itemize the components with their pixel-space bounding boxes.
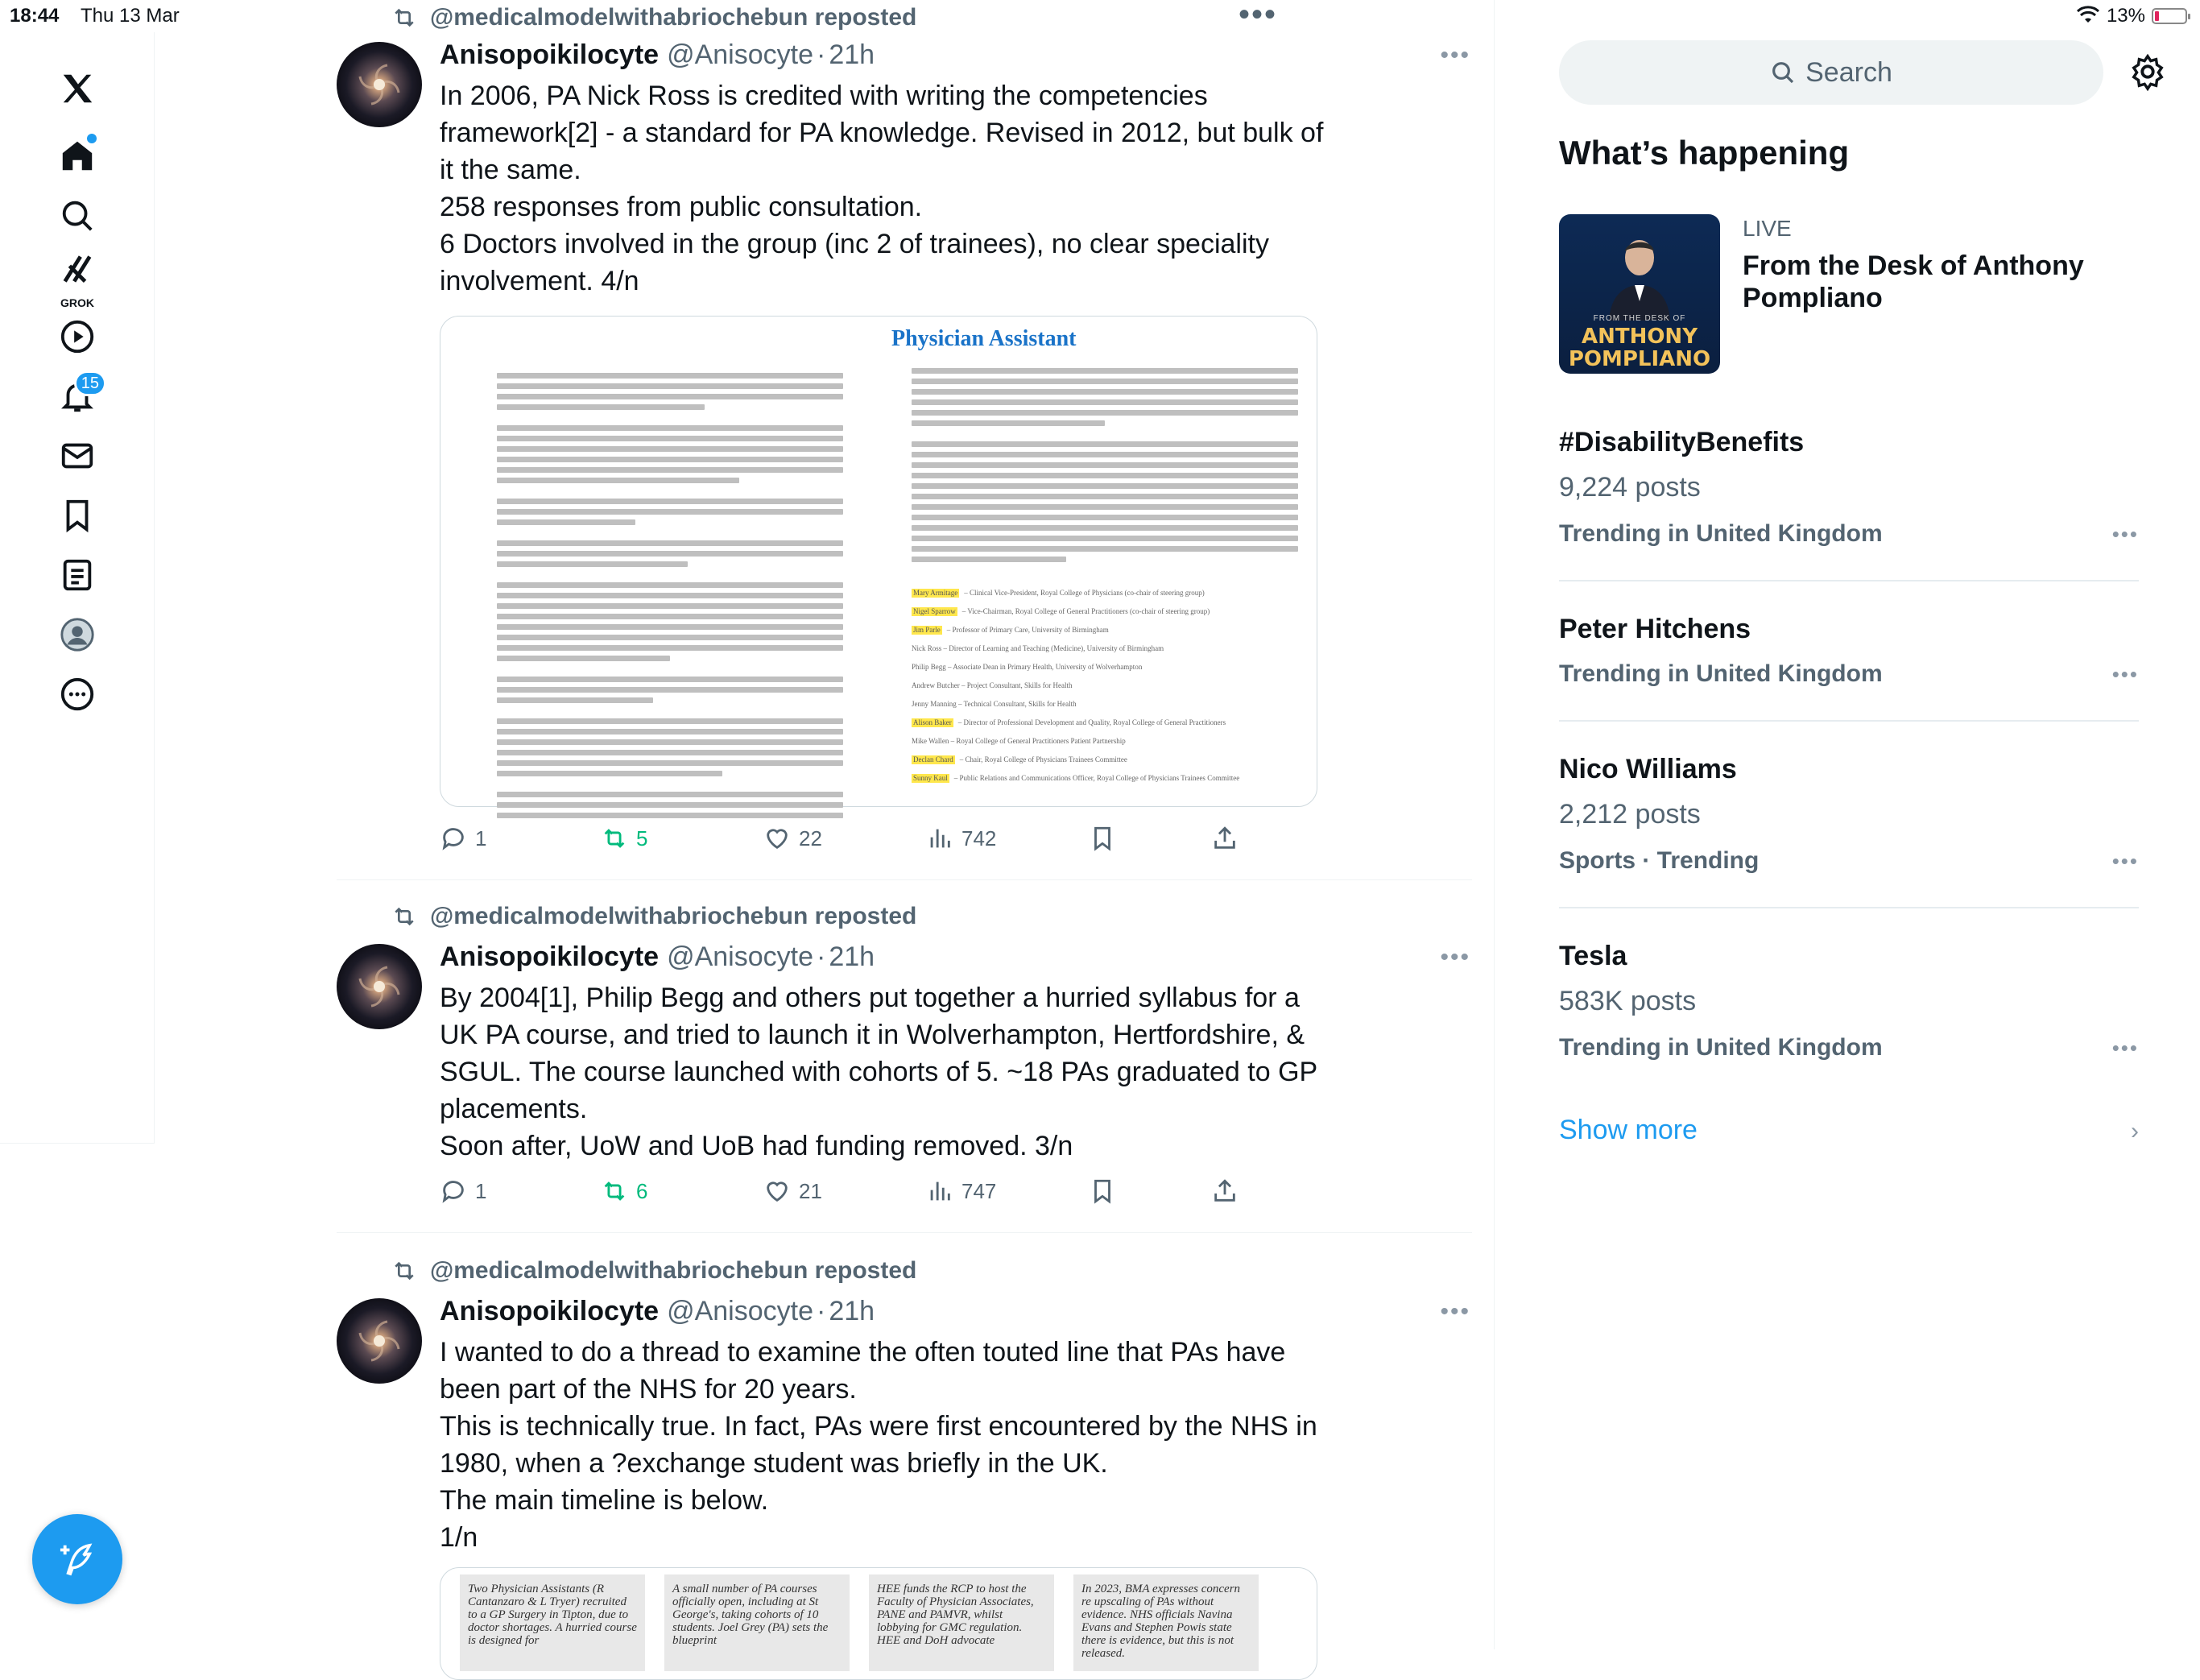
author-handle[interactable]: @Anisocyte <box>667 941 813 972</box>
live-thumbnail[interactable] <box>1559 214 1720 374</box>
highlighted-name: Alison Baker <box>913 718 952 726</box>
reposted-by-text: @medicalmodelwithabriochebun reposted <box>430 903 917 929</box>
whats-happening-title: What’s happening <box>1559 134 1850 172</box>
repost-count: 5 <box>636 826 648 850</box>
bookmark-button[interactable] <box>1089 1177 1116 1205</box>
author-handle[interactable]: @Anisocyte <box>667 1295 813 1326</box>
highlighted-name: Mary Armitage <box>913 589 958 597</box>
bookmark-icon <box>1089 825 1116 852</box>
tweet-header <box>440 37 875 72</box>
author-name[interactable]: Anisopoikilocyte <box>440 39 660 70</box>
tweet-divider <box>337 1232 1472 1233</box>
steering-group-entry <box>912 681 1298 691</box>
share-button[interactable] <box>1211 1177 1239 1205</box>
highlighted-name: Nigel Sparrow <box>913 607 956 615</box>
views-count: 742 <box>961 826 997 850</box>
left-navigation <box>0 32 155 1144</box>
search-icon[interactable] <box>45 184 110 248</box>
compose-post-button[interactable] <box>32 1514 122 1604</box>
timestamp[interactable]: 21h <box>829 39 875 70</box>
tweet-more-icon[interactable]: ••• <box>1440 1298 1470 1325</box>
repost-icon <box>391 904 417 929</box>
steering-group-entry <box>912 718 1298 728</box>
tweet-1[interactable] <box>337 0 1470 878</box>
share-button[interactable] <box>1211 825 1239 852</box>
trend-context: Trending in United Kingdom <box>1559 1034 1883 1061</box>
grok-label: GROK <box>60 296 94 309</box>
steering-group-entry <box>912 588 1298 598</box>
steering-group-entry <box>912 755 1298 765</box>
reply-icon <box>440 1177 467 1205</box>
avatar[interactable] <box>337 42 422 127</box>
author-name[interactable]: Anisopoikilocyte <box>440 1295 660 1326</box>
separator: · <box>816 39 826 70</box>
entry-text: Philip Begg – Associate Dean in Primary Health, University of Wolverhampton <box>912 663 1143 671</box>
trend-context: Trending in United Kingdom <box>1559 520 1883 547</box>
timeline-card: HEE funds the RCP to host the Faculty of Physician Associates, PANE and PAMVR, whilst lobbying for GMC regulation. HEE and DoH advocate <box>869 1574 1054 1671</box>
trend-item[interactable] <box>1559 427 2139 564</box>
share-icon <box>1211 1177 1239 1205</box>
views-icon <box>926 825 953 852</box>
like-count: 22 <box>799 826 822 850</box>
trend-name: #DisabilityBenefits <box>1559 427 1805 457</box>
entry-text: – Director of Professional Development and Quality, Royal College of General Practitioners <box>957 718 1226 726</box>
more-icon[interactable] <box>45 662 110 726</box>
x-logo-icon[interactable] <box>45 56 110 121</box>
mail-icon[interactable] <box>45 424 110 488</box>
tweet-header <box>440 1293 875 1329</box>
tweet-text: In 2006, PA Nick Ross is credited with writing the competencies framework[2] - a standard for PA knowledge. Revised in 2012, but bulk of it the same. 258 responses from public consultation. 6 Doctors involved in the group (inc 2 of trainees), no clear speciality involvement. 4/n <box>440 81 1324 296</box>
trend-posts: 2,212 posts <box>1559 799 1701 830</box>
trend-item[interactable] <box>1559 754 2139 891</box>
reply-button[interactable] <box>440 825 486 852</box>
doc-title: Physician Assistant <box>891 326 1077 351</box>
repost-icon <box>601 825 628 852</box>
bookmark-icon <box>1089 1177 1116 1205</box>
repost-icon <box>391 1258 417 1284</box>
home-icon[interactable] <box>45 124 110 188</box>
profile-icon[interactable] <box>45 602 110 667</box>
share-icon <box>1211 825 1239 852</box>
status-date: Thu 13 Mar <box>81 5 180 27</box>
reply-count: 1 <box>475 1178 487 1203</box>
live-label: LIVE <box>1743 216 1792 241</box>
trend-more-icon[interactable]: ••• <box>2111 522 2139 546</box>
tweet-more-icon[interactable]: ••• <box>1440 944 1470 970</box>
list-icon[interactable] <box>45 543 110 607</box>
entry-text: – Professor of Primary Care, University of Birmingham <box>946 626 1109 634</box>
battery-percent: 13% <box>2106 5 2145 27</box>
trend-divider <box>1559 720 2139 722</box>
timeline-card: A small number of PA courses officially open, including at St George's, taking cohorts of 10 students. Joel Grey (PA) sets the blueprint <box>664 1574 850 1671</box>
trend-context: Sports · Trending <box>1559 847 1760 874</box>
tweet-text: I wanted to do a thread to examine the often touted line that PAs have been part of the NHS for 20 years. This is technically true. In fact, PAs were first encountered by the NHS in 1980, when a ?exchange student was briefly in the UK. The main timeline is below. 1/n <box>440 1337 1317 1553</box>
author-handle[interactable]: @Anisocyte <box>667 39 813 70</box>
views-count: 747 <box>961 1178 997 1203</box>
status-time: 18:44 <box>10 5 60 27</box>
views-button[interactable] <box>926 825 996 852</box>
feather-plus-icon <box>59 1541 96 1578</box>
like-count: 21 <box>799 1178 822 1203</box>
repost-icon <box>601 1177 628 1205</box>
trend-more-icon[interactable]: ••• <box>2111 662 2139 686</box>
like-button[interactable] <box>763 1177 822 1205</box>
trend-more-icon[interactable]: ••• <box>2111 1036 2139 1060</box>
trend-more-icon[interactable]: ••• <box>2111 849 2139 873</box>
trend-context: Trending in United Kingdom <box>1559 660 1883 687</box>
author-name[interactable]: Anisopoikilocyte <box>440 941 660 972</box>
steering-group-entry <box>912 643 1298 654</box>
tweet-more-icon[interactable]: ••• <box>1440 42 1470 68</box>
repost-indicator <box>391 1255 916 1287</box>
views-button[interactable] <box>926 1177 996 1205</box>
entry-text: Mike Wallen – Royal College of General Practitioners Patient Partnership <box>912 737 1126 745</box>
repost-button[interactable] <box>601 825 647 852</box>
avatar[interactable] <box>337 944 422 1029</box>
tweet-2[interactable] <box>337 900 1470 1239</box>
thumb-line-1: ANTHONY <box>1581 325 1698 349</box>
tweet-actions <box>440 1177 1325 1213</box>
reposted-by-text: @medicalmodelwithabriochebun reposted <box>430 1257 917 1284</box>
show-more-link[interactable]: Show more <box>1559 1115 1698 1145</box>
entry-text: Andrew Butcher – Project Consultant, Skills for Health <box>912 681 1073 689</box>
trend-divider <box>1559 907 2139 908</box>
bookmark-icon[interactable] <box>45 483 110 548</box>
search-input[interactable] <box>1559 40 2103 105</box>
timestamp[interactable]: 21h <box>829 1295 875 1326</box>
doc-left-column <box>497 373 843 823</box>
tweet-header <box>440 939 875 974</box>
entry-text: Nick Ross – Director of Learning and Teaching (Medicine), University of Birmingham <box>912 644 1164 652</box>
grok-icon[interactable] <box>45 243 110 308</box>
steering-group-entry <box>912 662 1298 672</box>
repost-button[interactable] <box>601 1177 647 1205</box>
tweet-actions <box>440 825 1325 860</box>
heart-icon <box>763 825 791 852</box>
tweet-3[interactable] <box>337 1255 1470 1660</box>
repost-icon <box>391 5 417 31</box>
tweet-text: By 2004[1], Philip Begg and others put together a hurried syllabus for a UK PA course, and tried to launch it in Wolverhampton, Hertfordshire, & SGUL. The course launched with cohorts of 5. ~18 PAs graduated to GP placements. Soon after, UoW and UoB had funding removed. 3/n <box>440 983 1317 1161</box>
heart-icon <box>763 1177 791 1205</box>
highlighted-name: Sunny Kaul <box>913 774 948 782</box>
chevron-right-icon: › <box>2131 1118 2139 1144</box>
bookmark-button[interactable] <box>1089 825 1116 852</box>
timeline-card: In 2023, BMA expresses concern re upscaling of PAs without evidence. NHS officials Navina Evans and Stephen Powis state there is evidence, but this is not released. <box>1073 1574 1259 1671</box>
trend-name: Nico Williams <box>1559 754 1737 784</box>
trend-item[interactable] <box>1559 614 2139 702</box>
trend-item[interactable] <box>1559 941 2139 1078</box>
gear-icon[interactable] <box>2129 53 2166 90</box>
host-portrait <box>1606 232 1673 321</box>
reply-icon <box>440 825 467 852</box>
steering-group-entry <box>912 606 1298 617</box>
trend-posts: 9,224 posts <box>1559 472 1701 503</box>
thumb-line-2: POMPLIANO <box>1568 347 1711 371</box>
trend-divider <box>1559 580 2139 581</box>
separator: · <box>816 941 826 972</box>
entry-text: – Chair, Royal College of Physicians Trainees Committee <box>959 755 1127 763</box>
trend-name: Peter Hitchens <box>1559 614 1751 644</box>
separator: · <box>816 1295 826 1326</box>
entry-text: – Public Relations and Communications Officer, Royal College of Physicians Trainees Committee <box>953 774 1240 782</box>
steering-group-entry <box>912 736 1298 747</box>
tweet-image[interactable] <box>440 316 1317 807</box>
thumb-small-text: FROM THE DESK OF <box>1593 314 1686 323</box>
steering-group-names <box>912 588 1298 784</box>
notifications-badge: 15 <box>74 370 106 396</box>
timeline-card: Two Physician Assistants (R Cantanzaro & L Tryer) recruited to a GP Surgery in Tipton, due to doctor shortages. A hurried course is designed for <box>460 1574 645 1671</box>
avatar[interactable] <box>337 1298 422 1384</box>
highlighted-name: Declan Chard <box>913 755 953 763</box>
steering-group-entry <box>912 625 1298 635</box>
bell-icon[interactable] <box>45 364 110 428</box>
top-more-icon[interactable]: ••• <box>1239 0 1278 32</box>
trend-name: Tesla <box>1559 941 1627 971</box>
video-icon[interactable] <box>45 304 110 369</box>
views-icon <box>926 1177 953 1205</box>
highlighted-name: Jim Parle <box>913 626 941 634</box>
reply-count: 1 <box>475 826 487 850</box>
repost-count: 6 <box>636 1178 648 1203</box>
search-placeholder: Search <box>1805 56 1892 88</box>
home-unread-dot <box>87 134 97 143</box>
entry-text: Jenny Manning – Technical Consultant, Skills for Health <box>912 700 1077 708</box>
tweet-divider <box>337 879 1472 880</box>
steering-group-entry <box>912 699 1298 710</box>
search-icon <box>1770 60 1796 85</box>
timestamp[interactable]: 21h <box>829 941 875 972</box>
reply-button[interactable] <box>440 1177 486 1205</box>
doc-right-column <box>912 368 1298 792</box>
like-button[interactable] <box>763 825 822 852</box>
right-sidebar <box>1495 0 2200 1649</box>
live-title[interactable]: From the Desk of Anthony Pompliano <box>1743 250 2084 313</box>
repost-indicator <box>391 900 916 933</box>
trend-posts: 583K posts <box>1559 986 1697 1016</box>
tweet-image[interactable] <box>440 1567 1317 1680</box>
steering-group-entry <box>912 773 1298 784</box>
entry-text: – Clinical Vice-President, Royal College of Physicians (co-chair of steering group) <box>964 589 1205 597</box>
entry-text: – Vice-Chairman, Royal College of General Practitioners (co-chair of steering group) <box>961 607 1210 615</box>
reposted-by-text: @medicalmodelwithabriochebun reposted <box>430 4 917 31</box>
repost-indicator <box>391 2 916 34</box>
